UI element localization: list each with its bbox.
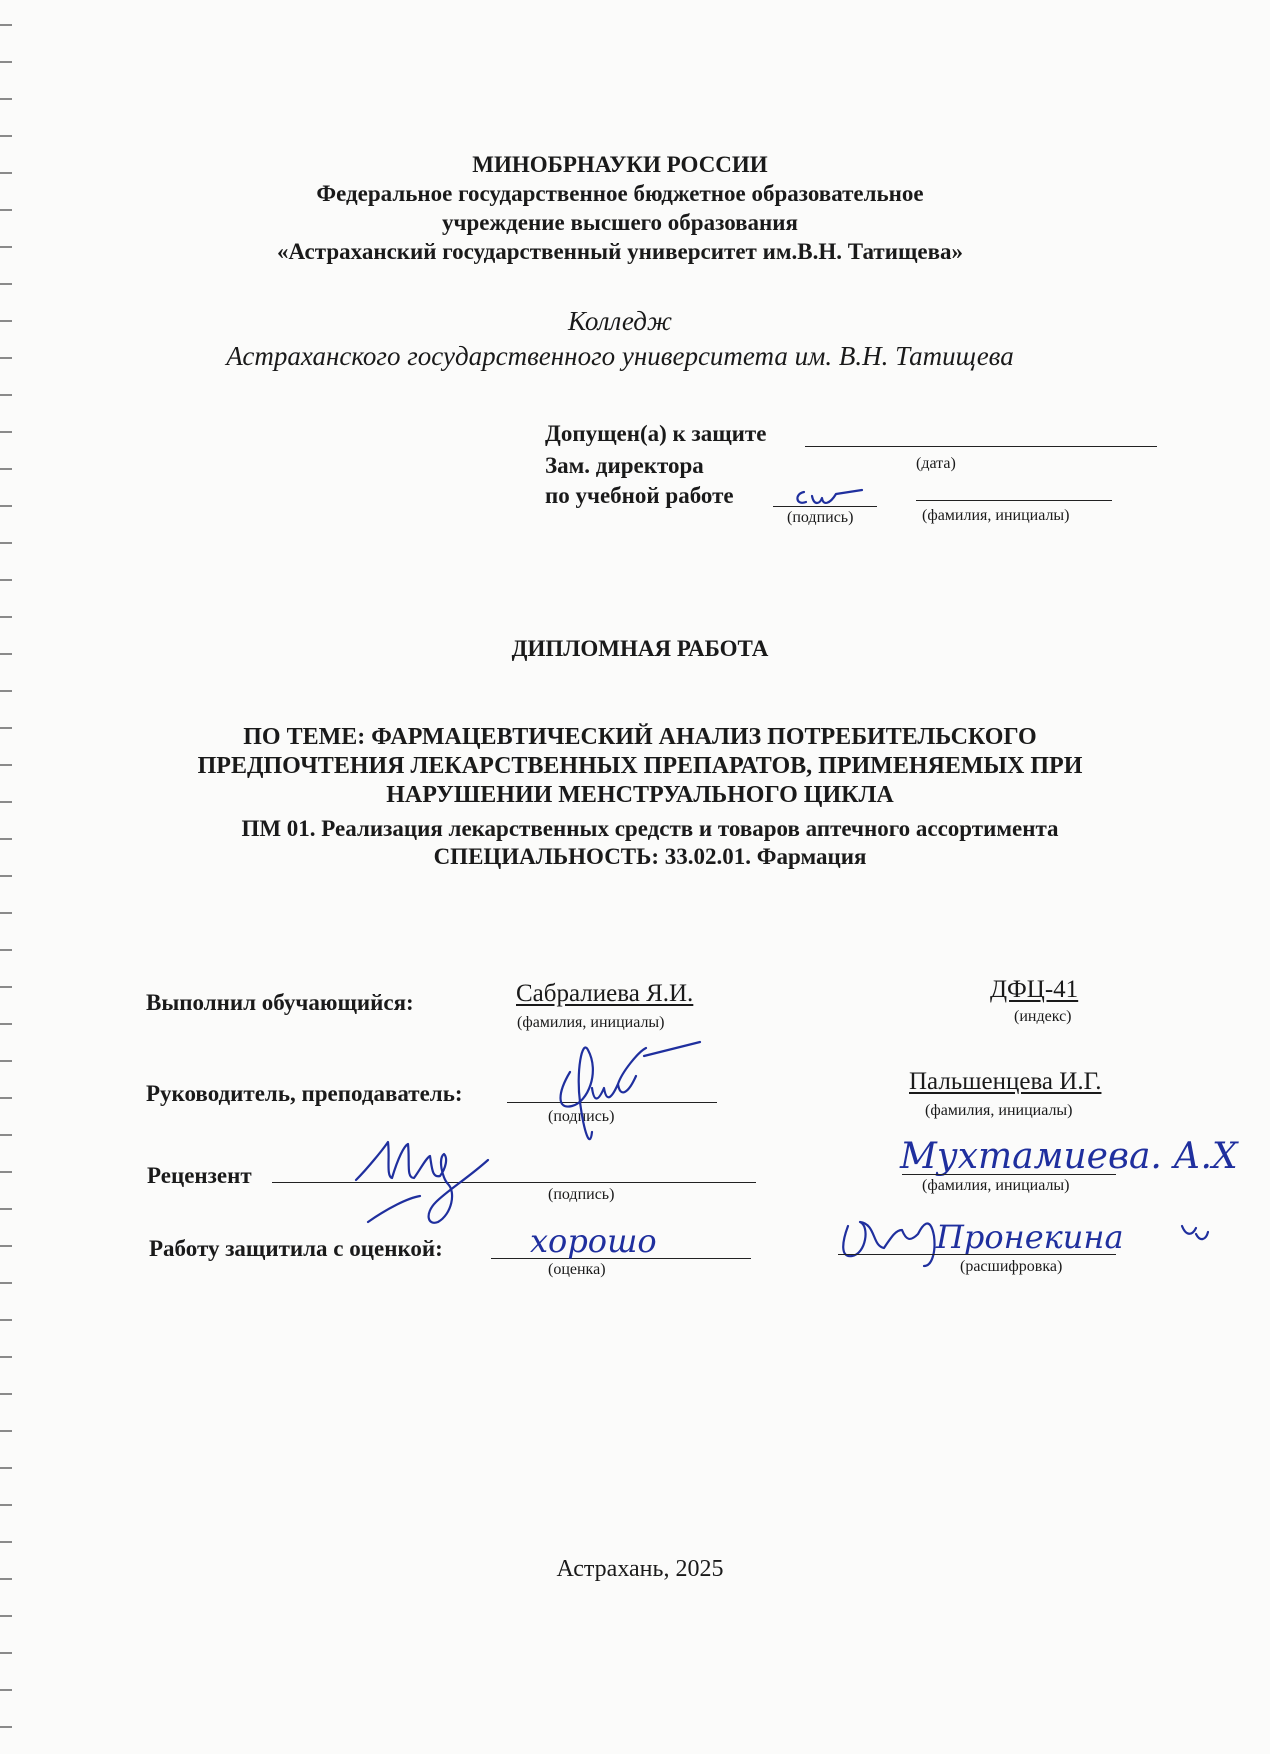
binder-mark [0, 1541, 12, 1543]
deputy-name-caption: (фамилия, инициалы) [922, 507, 1070, 524]
institution-line-2: учреждение высшего образования [442, 210, 798, 235]
binder-mark [0, 1430, 12, 1432]
svg-text:Мухтамиева. А.Х: Мухтамиева. А.Х [900, 1136, 1238, 1177]
binder-mark [0, 690, 12, 692]
defense-label: Работу защитила с оценкой: [149, 1236, 443, 1261]
binder-mark [0, 1319, 12, 1321]
student-group-caption: (индекс) [1014, 1008, 1072, 1025]
decipher-line [838, 1254, 1116, 1255]
deputy-signature-caption: (подпись) [787, 509, 854, 526]
theme-line-3: НАРУШЕНИИ МЕНСТРУАЛЬНОГО ЦИКЛА [386, 782, 894, 808]
binder-mark [0, 986, 12, 988]
grade-caption: (оценка) [548, 1261, 606, 1278]
binder-mark [0, 1467, 12, 1469]
ministry-line: МИНОБРНАУКИ РОССИИ [472, 152, 768, 177]
binder-mark [0, 1652, 12, 1654]
reviewer-signature-caption: (подпись) [548, 1186, 615, 1203]
deputy-director-label: Зам. директора [545, 453, 704, 478]
student-group: ДФЦ-41 [990, 976, 1079, 1003]
binder-mark [0, 653, 12, 655]
document-title: ДИПЛОМНАЯ РАБОТА [511, 636, 769, 661]
supervisor-label: Руководитель, преподаватель: [146, 1081, 463, 1106]
binder-mark [0, 135, 12, 137]
supervisor-name: Пальшенцева И.Г. [909, 1068, 1102, 1095]
binder-mark [0, 1393, 12, 1395]
binder-mark [0, 468, 12, 470]
binder-mark [0, 1171, 12, 1173]
binder-mark [0, 1504, 12, 1506]
college-line-1: Колледж [567, 306, 673, 336]
binder-mark [0, 949, 12, 951]
binder-mark [0, 1245, 12, 1247]
binder-mark [0, 1282, 12, 1284]
binder-mark [0, 579, 12, 581]
binder-mark [0, 1578, 12, 1580]
student-name-caption: (фамилия, инициалы) [517, 1014, 665, 1031]
supervisor-signature [548, 1032, 708, 1152]
theme-line-1: ПО ТЕМЕ: ФАРМАЦЕВТИЧЕСКИЙ АНАЛИЗ ПОТРЕБИТЕЛЬСКОГО [243, 724, 1037, 750]
deputy-name-line [916, 500, 1112, 501]
binder-mark [0, 505, 12, 507]
svg-text:Пронекина: Пронекина [936, 1218, 1124, 1256]
binder-mark [0, 1060, 12, 1062]
binder-mark [0, 764, 12, 766]
reviewer-label: Рецензент [147, 1163, 252, 1188]
binder-mark [0, 1689, 12, 1691]
place-and-year: Астрахань, 2025 [556, 1556, 724, 1582]
admission-label: Допущен(а) к защите [545, 421, 767, 446]
reviewer-signature-line [272, 1182, 756, 1183]
student-label: Выполнил обучающийся: [146, 990, 414, 1015]
binder-mark [0, 431, 12, 433]
binder-mark [0, 875, 12, 877]
reviewer-name-caption: (фамилия, инициалы) [922, 1177, 1070, 1194]
deputy-signature [790, 482, 870, 512]
supervisor-name-caption: (фамилия, инициалы) [925, 1102, 1073, 1119]
binder-mark [0, 912, 12, 914]
admission-date-line [805, 446, 1157, 447]
decipher-caption: (расшифровка) [960, 1258, 1063, 1275]
svg-text:хорошо: хорошо [530, 1222, 657, 1260]
deputy-director-label-2: по учебной работе [545, 483, 734, 508]
binder-mark [0, 1208, 12, 1210]
binder-mark [0, 727, 12, 729]
binder-mark [0, 542, 12, 544]
binder-mark [0, 61, 12, 63]
binder-mark [0, 1356, 12, 1358]
binder-mark [0, 1615, 12, 1617]
binder-mark [0, 98, 12, 100]
binder-mark [0, 838, 12, 840]
binder-mark [0, 1134, 12, 1136]
supervisor-signature-caption: (подпись) [548, 1108, 615, 1125]
institution-line-1: Федеральное государственное бюджетное образовательное [316, 181, 924, 206]
binder-mark [0, 801, 12, 803]
college-line-2: Астраханского государственного университета им. В.Н. Татищева [226, 341, 1014, 371]
university-name: «Астраханский государственный университет им.В.Н. Татищева» [277, 239, 963, 264]
binder-mark [0, 283, 12, 285]
binder-mark [0, 1097, 12, 1099]
date-caption: (дата) [916, 455, 956, 472]
binder-mark [0, 24, 12, 26]
binder-mark [0, 616, 12, 618]
specialty: СПЕЦИАЛЬНОСТЬ: 33.02.01. Фармация [433, 844, 867, 869]
professional-module: ПМ 01. Реализация лекарственных средств и товаров аптечного ассортимента [241, 816, 1059, 841]
binder-mark [0, 1023, 12, 1025]
student-name: Сабралиева Я.И. [516, 980, 694, 1007]
reviewer-signature [348, 1118, 498, 1238]
reviewer-name-line [902, 1174, 1116, 1175]
theme-line-2: ПРЕДПОЧТЕНИЯ ЛЕКАРСТВЕННЫХ ПРЕПАРАТОВ, ПРИМЕНЯЕМЫХ ПРИ [197, 753, 1083, 779]
binder-mark [0, 394, 12, 396]
binder-mark [0, 1726, 12, 1728]
